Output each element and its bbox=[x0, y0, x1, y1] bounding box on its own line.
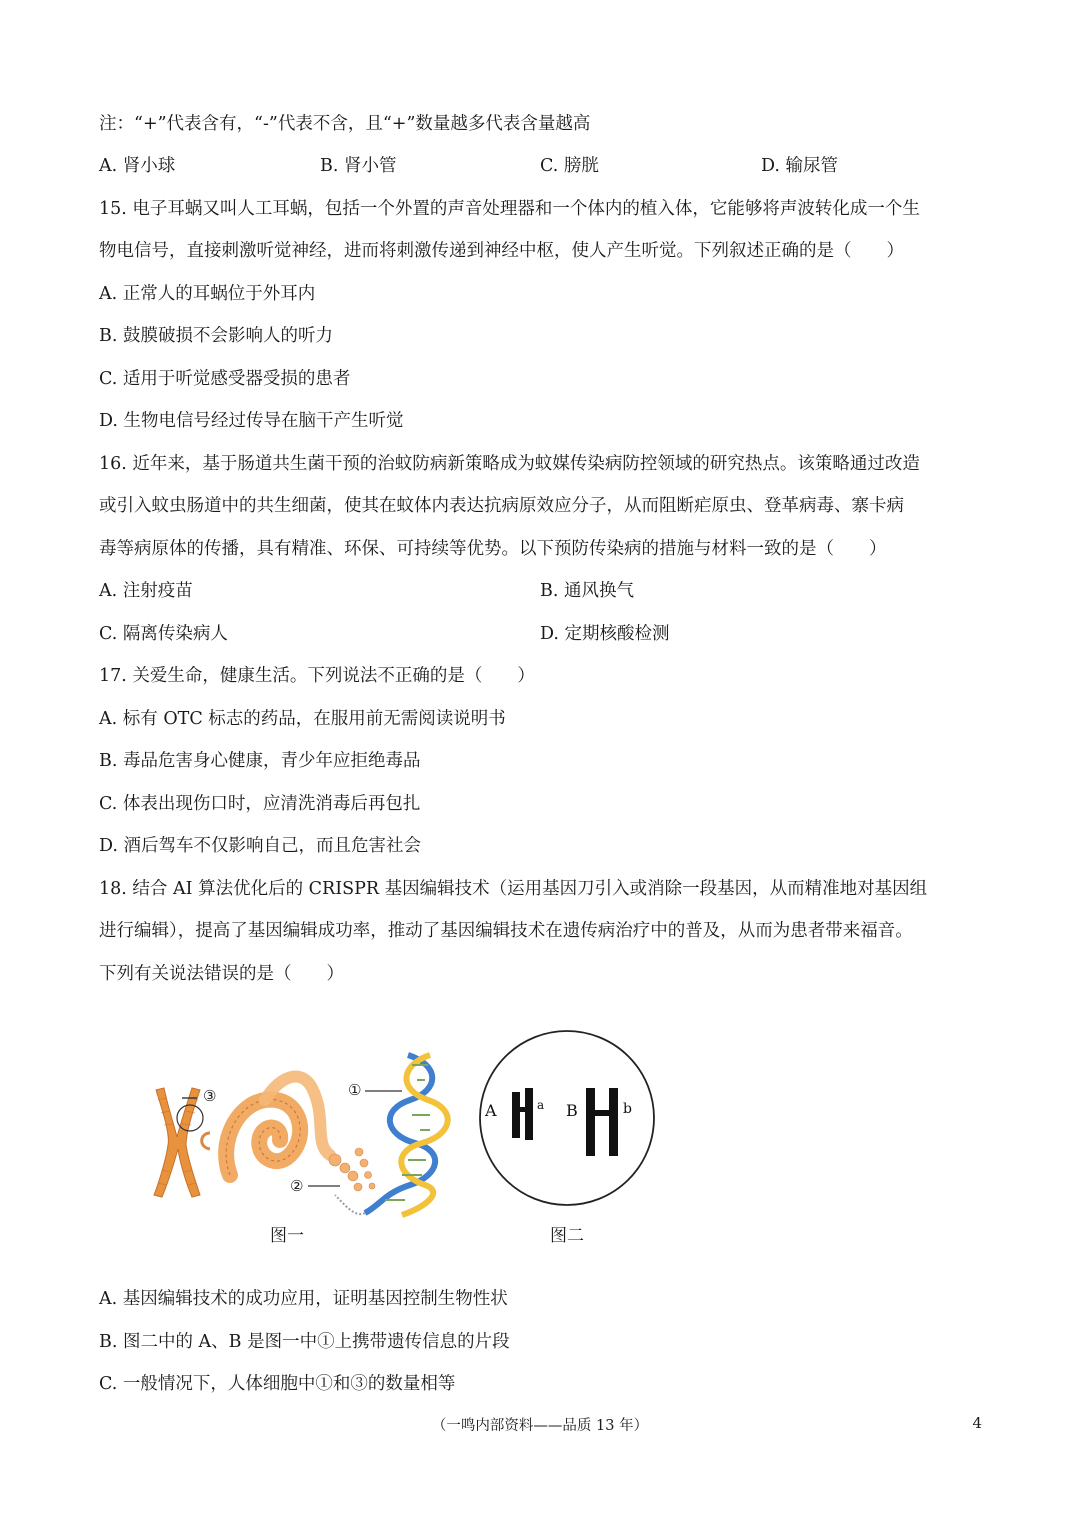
q15-option-b: B. 鼓膜破损不会影响人的听力 bbox=[99, 326, 333, 346]
q18-stem-line-1: 18. 结合 AI 算法优化后的 CRISPR 基因编辑技术（运用基因刀引入或消除一段基因，从而精准地对基因组 bbox=[99, 879, 928, 899]
q18-option-c: C. 一般情况下，人体细胞中①和③的数量相等 bbox=[99, 1374, 456, 1394]
fig2-label-a: a bbox=[537, 1098, 545, 1112]
q15-stem-line-2: 物电信号，直接刺激听觉神经，进而将刺激传递到神经中枢，使人产生听觉。下列叙述正确的是（ ） bbox=[99, 241, 904, 261]
q17-stem: 17. 关爱生命，健康生活。下列说法不正确的是（ ） bbox=[99, 666, 535, 686]
q18-figure-svg bbox=[140, 1025, 670, 1255]
q17-option-d: D. 酒后驾车不仅影响自己，而且危害社会 bbox=[99, 836, 422, 856]
q16-stem-line-1: 16. 近年来，基于肠道共生菌干预的治蚊防病新策略成为蚊媒传染病防控领域的研究热点。该策略通过改造 bbox=[99, 454, 920, 474]
q17-option-b: B. 毒品危害身心健康，青少年应拒绝毒品 bbox=[99, 751, 421, 771]
fig2-label-b: b bbox=[623, 1101, 632, 1117]
q18-stem-line-3: 下列有关说法错误的是（ ） bbox=[99, 964, 344, 984]
q18-stem-line-2: 进行编辑），提高了基因编辑成功率，推动了基因编辑技术在遗传病治疗中的普及，从而为患者带来福音。 bbox=[99, 921, 913, 941]
q18-option-b: B. 图二中的 A、B 是图一中①上携带遗传信息的片段 bbox=[99, 1332, 510, 1352]
fig1-label-2: ② bbox=[290, 1177, 304, 1195]
q16-option-a: A. 注射疫苗 bbox=[99, 581, 193, 601]
q16-option-b: B. 通风换气 bbox=[540, 581, 634, 601]
q14-option-d: D. 输尿管 bbox=[761, 156, 839, 176]
q17-option-c: C. 体表出现伤口时，应清洗消毒后再包扎 bbox=[99, 794, 421, 814]
q15-option-d: D. 生物电信号经过传导在脑干产生听觉 bbox=[99, 411, 404, 431]
q18-option-a: A. 基因编辑技术的成功应用，证明基因控制生物性状 bbox=[99, 1289, 508, 1309]
fig2-label-B: B bbox=[566, 1101, 578, 1120]
page-footer: （一鸣内部资料——品质 13 年） bbox=[431, 1418, 649, 1434]
fig2-label-A: A bbox=[485, 1101, 497, 1120]
chromosome-illustration bbox=[154, 1088, 203, 1197]
q14-option-a: A. 肾小球 bbox=[99, 156, 176, 176]
q16-stem-line-3: 毒等病原体的传播，具有精准、环保、可持续等优势。以下预防传染病的措施与材料一致的是（ ） bbox=[99, 539, 887, 559]
fig1-label-1: ① bbox=[348, 1081, 362, 1099]
q14-option-b: B. 肾小管 bbox=[320, 156, 397, 176]
fig1-caption: 图一 bbox=[270, 1226, 304, 1246]
table-note: 注：“+”代表含有，“-”代表不含，且“+”数量越多代表含量越高 bbox=[99, 114, 591, 134]
page-number: 4 bbox=[972, 1414, 982, 1432]
q16-option-c: C. 隔离传染病人 bbox=[99, 624, 228, 644]
q15-option-c: C. 适用于听觉感受器受损的患者 bbox=[99, 369, 351, 389]
q15-stem-line-1: 15. 电子耳蜗又叫人工耳蜗，包括一个外置的声音处理器和一个体内的植入体，它能够将声波转化成一个生 bbox=[99, 199, 920, 219]
q16-option-d: D. 定期核酸检测 bbox=[540, 624, 670, 644]
q15-option-a: A. 正常人的耳蜗位于外耳内 bbox=[99, 284, 316, 304]
fig2-caption: 图二 bbox=[550, 1226, 584, 1246]
q14-option-c: C. 膀胱 bbox=[540, 156, 599, 176]
fig2-homologous-chromosomes bbox=[480, 1031, 654, 1205]
q16-stem-line-2: 或引入蚊虫肠道中的共生细菌，使其在蚊体内表达抗病原效应分子，从而阻断疟原虫、登革病毒、寨卡病 bbox=[99, 496, 904, 516]
q18-figure bbox=[140, 1025, 670, 1255]
fig1-label-3: ③ bbox=[203, 1087, 217, 1105]
dna-helix-illustration bbox=[335, 1055, 448, 1215]
q17-option-a: A. 标有 OTC 标志的药品，在服用前无需阅读说明书 bbox=[99, 709, 506, 729]
